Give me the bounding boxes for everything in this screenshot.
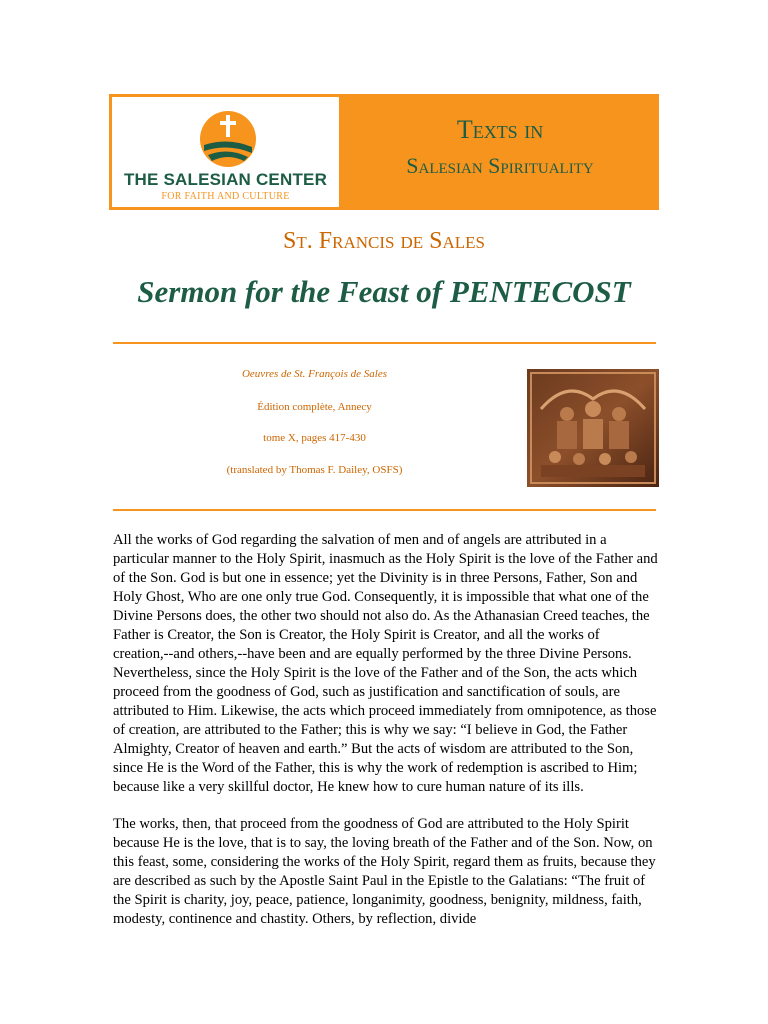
divider-top [113, 342, 656, 344]
author-name: St. Francis de Sales [283, 228, 485, 254]
series-title [345, 112, 655, 184]
series-title-line1: Texts in [456, 115, 544, 144]
series-title-line2: Salesian Spirituality [406, 153, 594, 178]
header-banner [109, 94, 659, 210]
sermon-body [113, 531, 658, 947]
logo-subtitle: FOR FAITH AND CULTURE [161, 191, 290, 202]
paragraph-2: The works, then, that proceed from the goodness of God are attributed to the Holy Spirit because He is the love, that is to say, the loving breath of the Father and of the Son. Now, on this feast, some, considering the works of the Holy Spirit, regard them as fruits, because they are described as such by the Apostle Saint Paul in the Epistle to the Galatians: “The fruit of the Spirit is charity, joy, peace, patience, longanimity, goodness, benignity, mildness, faith, modesty, continence and chastity. Others, by reflection, divide [113, 816, 656, 927]
source-pages: tome X, pages 417-430 [263, 432, 366, 444]
sermon-title: Sermon for the Feast of PENTECOST [137, 274, 631, 309]
pentecost-carving-image [527, 369, 659, 487]
sunrise-cross-icon [198, 109, 258, 169]
paragraph-1: All the works of God regarding the salvation of men and of angels are attributed in a particular manner to the Holy Spirit, inasmuch as the Holy Spirit is the love of the Father and of the Son. God is but one in essence; yet the Divinity is in three Persons, Father, Son and Holy Ghost, Who are one only true God. Consequently, it is impossible that what one of the Divine Persons does, the other two should not also do. As the Athanasian Creed teaches, the Father is Creator, the Son is Creator, the Holy Spirit is Creator, and all the works of creation,--and others,--have been and are equally performed by the three Divine Persons. Nevertheless, since the Holy Spirit is the love of the Father and of the Son, the acts which proceed from the goodness of God, such as justification and sanctification of souls, are attributed to Him. Likewise, the acts which proceed immediately from omnipotence, as those of creation, are attributed to the Father; this is why we say: “I believe in God, the Father Almighty, Creator of heaven and earth.” But the acts of wisdom are attributed to the Son, since He is the Word of the Father, this is why the work of redemption is ascribed to Him; because like a very skillful doctor, He knew how to cure human nature of its ills. [113, 532, 658, 795]
divider-bottom [113, 509, 656, 511]
source-edition: Édition complète, Annecy [257, 401, 372, 413]
source-work: Oeuvres de St. François de Sales [241, 368, 387, 380]
salesian-center-logo [112, 97, 339, 207]
logo-title: THE SALESIAN CENTER [123, 170, 328, 189]
source-translator: (translated by Thomas F. Dailey, OSFS) [226, 464, 403, 476]
